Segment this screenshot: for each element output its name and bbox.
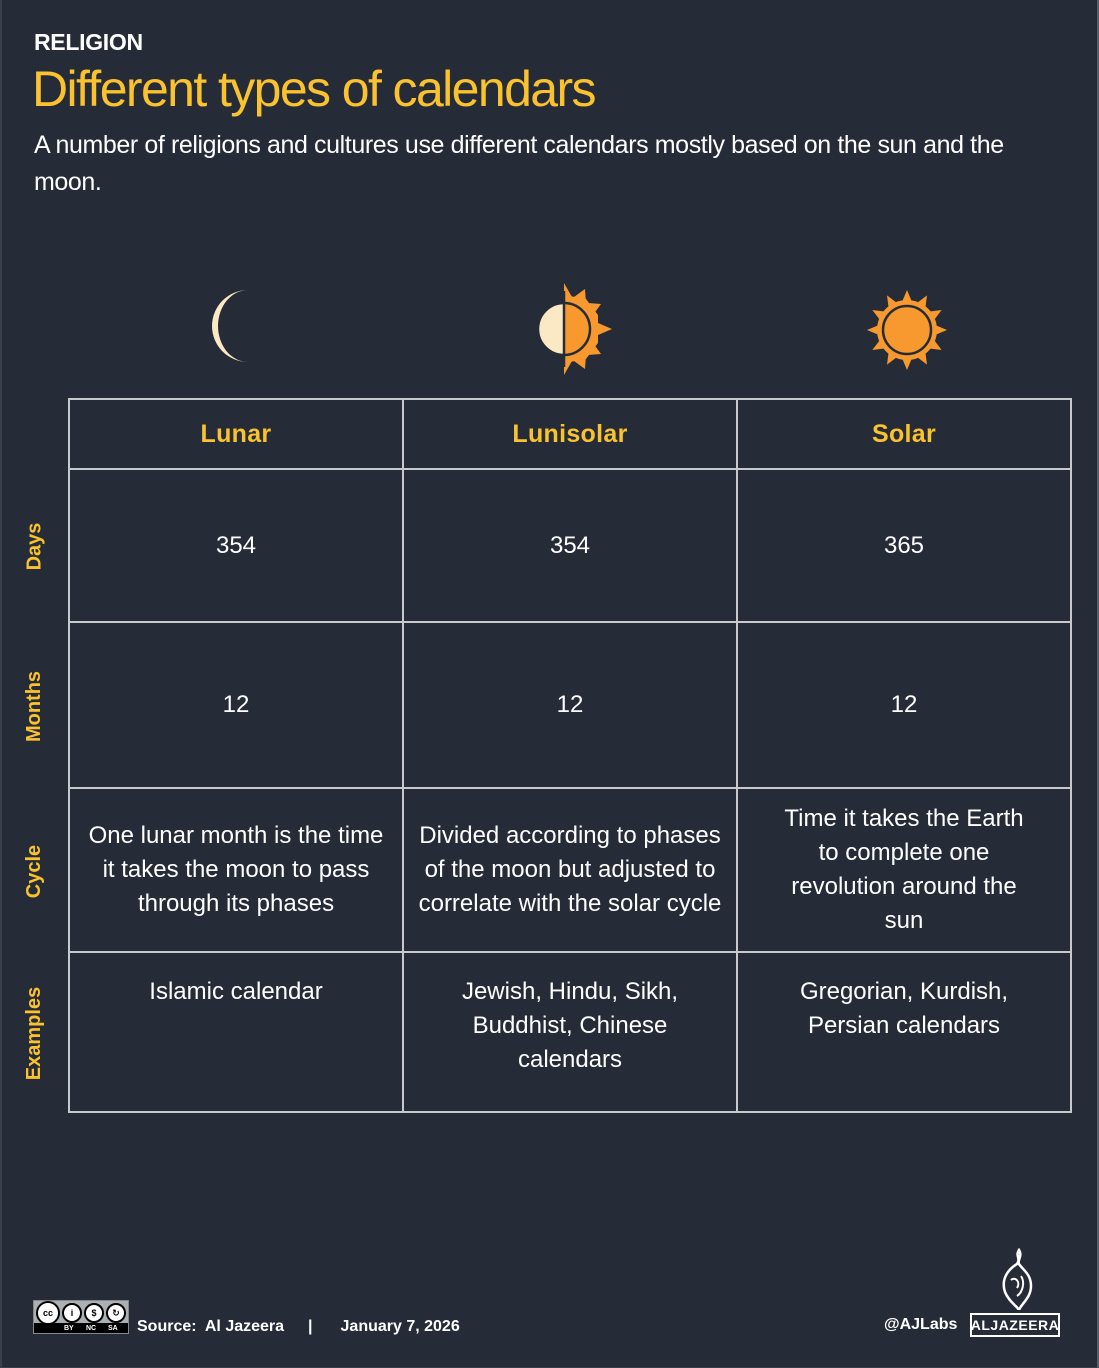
table-cell: 365 <box>737 469 1071 622</box>
publish-date: January 7, 2026 <box>340 1318 460 1335</box>
footer-source <box>33 1300 460 1334</box>
social-handle: @AJLabs <box>884 1316 958 1333</box>
row-label-text: Months <box>23 670 46 742</box>
column-header-lunar: Lunar <box>69 399 403 469</box>
license-label: NC <box>86 1325 97 1332</box>
row-label-days <box>20 470 50 623</box>
table-cell: Jewish, Hindu, Sikh, Buddhist, Chinese calendars <box>403 952 737 1112</box>
table-cell: Time it takes the Earth to complete one revolution around the sun <box>737 788 1071 952</box>
table-row-examples <box>69 952 1071 1112</box>
table-cell: 354 <box>403 469 737 622</box>
table-cell: 12 <box>737 622 1071 788</box>
table-cell: Gregorian, Kurdish, Persian calendars <box>737 952 1071 1112</box>
row-label-text: Days <box>23 522 46 571</box>
row-label-months <box>20 623 50 789</box>
row-label-text: Cycle <box>23 844 46 898</box>
row-label-examples <box>20 953 50 1113</box>
table-cell: Islamic calendar <box>69 952 403 1112</box>
creative-commons-license-badge <box>33 1300 129 1334</box>
license-label: BY <box>64 1325 74 1332</box>
table-cell: 12 <box>69 622 403 788</box>
row-label-text: Examples <box>23 986 46 1080</box>
calendar-comparison-table <box>68 398 1072 1113</box>
row-label-cycle <box>20 789 50 953</box>
noncommercial-icon: $ <box>84 1303 104 1323</box>
sun-icon <box>865 288 949 372</box>
section-kicker: RELIGION <box>34 29 143 55</box>
table-row-days <box>69 469 1071 622</box>
half-moon-half-sun-icon <box>530 281 614 377</box>
page-subtitle: A number of religions and cultures use different calendars mostly based on the sun and the moon. <box>34 131 1004 196</box>
table-row-months <box>69 622 1071 788</box>
page-title: Different types of calendars <box>32 61 595 117</box>
al-jazeera-logo-icon <box>997 1248 1037 1310</box>
table-cell: Divided according to phases of the moon but adjusted to correlate with the solar cycle <box>403 788 737 952</box>
column-header-lunisolar: Lunisolar <box>403 399 737 469</box>
sharealike-icon: ↻ <box>106 1303 126 1323</box>
table-cell: 354 <box>69 469 403 622</box>
crescent-moon-icon <box>198 288 258 364</box>
table-cell: 12 <box>403 622 737 788</box>
cc-icon: cc <box>36 1301 60 1325</box>
source-text: Source: Al Jazeera <box>137 1318 285 1335</box>
column-header-solar: Solar <box>737 399 1071 469</box>
al-jazeera-wordmark: ALJAZEERA <box>970 1313 1060 1337</box>
attribution-icon: i <box>62 1303 82 1323</box>
footer-separator: | <box>308 1318 313 1335</box>
table-cell: One lunar month is the time it takes the moon to pass through its phases <box>69 788 403 952</box>
license-label: SA <box>108 1325 118 1332</box>
table-row-cycle <box>69 788 1071 952</box>
table-header-row <box>69 399 1071 469</box>
